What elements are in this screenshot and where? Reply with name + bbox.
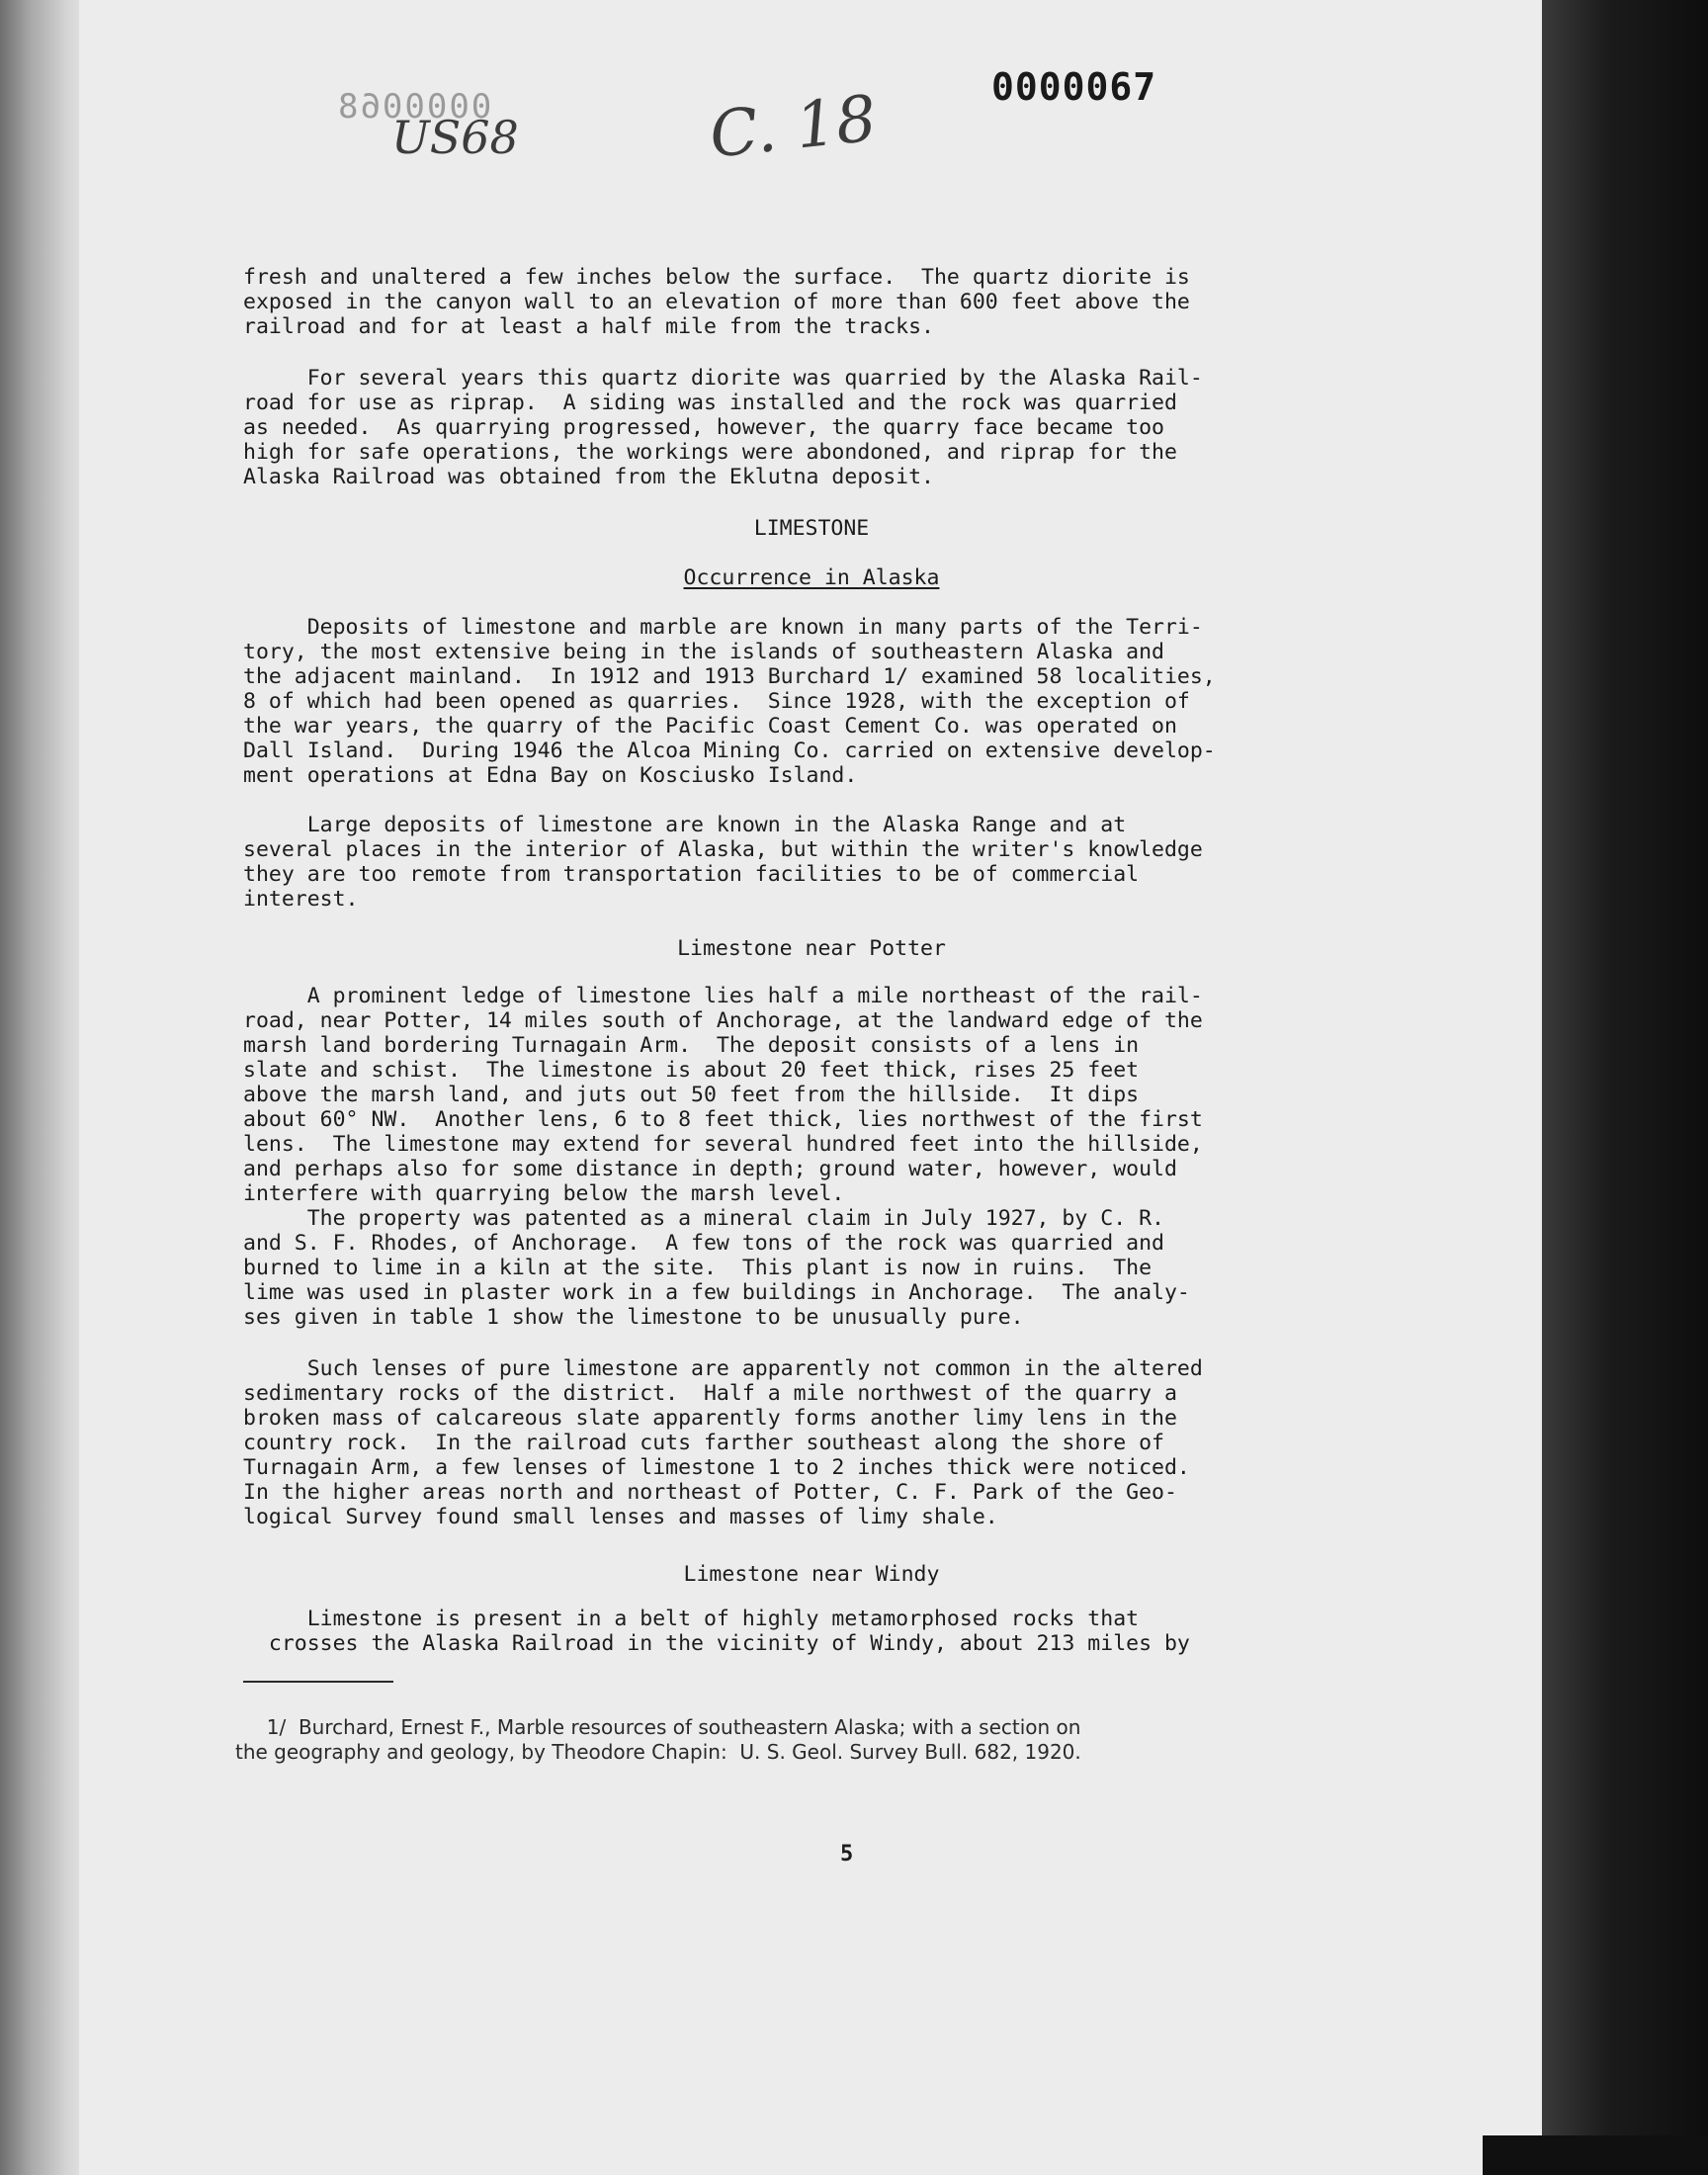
paragraph-alaska-range-deposits: Large deposits of limestone are known in the Alaska Range and at several places in the interior of Alaska, but within the writer's knowledge they are too remote from transportation facilities to be of commercial interest. bbox=[243, 813, 1203, 912]
section-heading-limestone: LIMESTONE bbox=[753, 516, 870, 541]
handwritten-note-c18: C. 18 bbox=[706, 82, 881, 173]
footnote-burchard: 1/ Burchard, Ernest F., Marble resources of southeastern Alaska; with a section on the geography and geology, by Theodore Chapin: U. S. Geol. Survey Bull. 682, 1920. bbox=[235, 1715, 1081, 1764]
paragraph-potter-ledge: A prominent ledge of limestone lies half a mile northeast of the rail- road, near Potter, 14 miles south of Anchorage, at the landward edge of the marsh land bordering Turnagain Arm. The deposit consists of a lens in slate and schist. The limestone is about 20 feet thick, rises 25 feet above the marsh land, and juts out 50 feet from the hillside. It dips about 60° NW. Another lens, 6 to 8 feet thick, lies northwest of the first lens. The limestone may extend for several hundred feet into the hillside, and perhaps also for some distance in depth; ground water, however, would interfere with quarrying below the marsh level. The property was patented as a mineral claim in July 1927, by C. R. and S. F. Rhodes, of Anchorage. A few tons of the rock was quarried and burned to lime in a kiln at the site. This plant is now in ruins. The lime was used in plaster work in a few buildings in Anchorage. The analy- ses given in table 1 show the limestone to be unusually pure. bbox=[243, 984, 1203, 1330]
document-number-stamp: 0000067 bbox=[991, 65, 1157, 109]
paragraph-limestone-lenses: Such lenses of pure limestone are apparently not common in the altered sedimentary rocks of the district. Half a mile northwest of the quarry a broken mass of calcareous slate apparently forms another limy lens in the country rock. In the railroad cuts farther southeast along the shore of Turnagain Arm, a few lenses of limestone 1 to 2 inches thick were noticed. In the higher areas north and northeast of Potter, C. F. Park of the Geo- logical Survey found small lenses and masses of limy shale. bbox=[243, 1356, 1203, 1529]
page-number: 5 bbox=[840, 1842, 854, 1867]
paragraph-deposits-in-alaska: Deposits of limestone and marble are known in many parts of the Terri- tory, the most extensive being in the islands of southeastern Alaska and the adjacent mainland. In 1912 and 1913 Burchard 1/ examined 58 localities, 8 of which had been opened as quarries. Since 1928, with the exception of the war years, the quarry of the Pacific Coast Cement Co. was operated on Dall Island. During 1946 the Alcoa Mining Co. carried on extensive develop- ment operations at Edna Bay on Kosciusko Island. bbox=[243, 615, 1216, 788]
scan-bottom-strip bbox=[1483, 2135, 1708, 2175]
faint-stamp-number: 0000068 bbox=[336, 87, 492, 127]
subheading-occurrence-in-alaska: Occurrence in Alaska bbox=[683, 566, 940, 590]
scan-left-edge bbox=[0, 0, 89, 2175]
paragraph-windy-belt: Limestone is present in a belt of highly metamorphosed rocks that crosses the Alaska Railroad in the vicinity of Windy, about 213 miles by bbox=[268, 1607, 1190, 1656]
handwritten-note-us68: US68 bbox=[391, 111, 519, 164]
subheading-limestone-near-windy: Limestone near Windy bbox=[683, 1562, 940, 1587]
paragraph-quartz-diorite-exposure: fresh and unaltered a few inches below the surface. The quartz diorite is exposed in the canyon wall to an elevation of more than 600 feet above the railroad and for at least a half mile from the tracks. bbox=[243, 265, 1190, 339]
subheading-limestone-near-potter: Limestone near Potter bbox=[677, 936, 946, 961]
footnote-divider bbox=[243, 1681, 393, 1683]
paragraph-quarry-history: For several years this quartz diorite was quarried by the Alaska Rail- road for use as riprap. A siding was installed and the rock was quarried as needed. As quarrying progressed, however, the quarry face became too high for safe operations, the workings were abondoned, and riprap for the Alaska Railroad was obtained from the Eklutna deposit. bbox=[243, 366, 1203, 489]
scan-right-border bbox=[1542, 0, 1708, 2175]
